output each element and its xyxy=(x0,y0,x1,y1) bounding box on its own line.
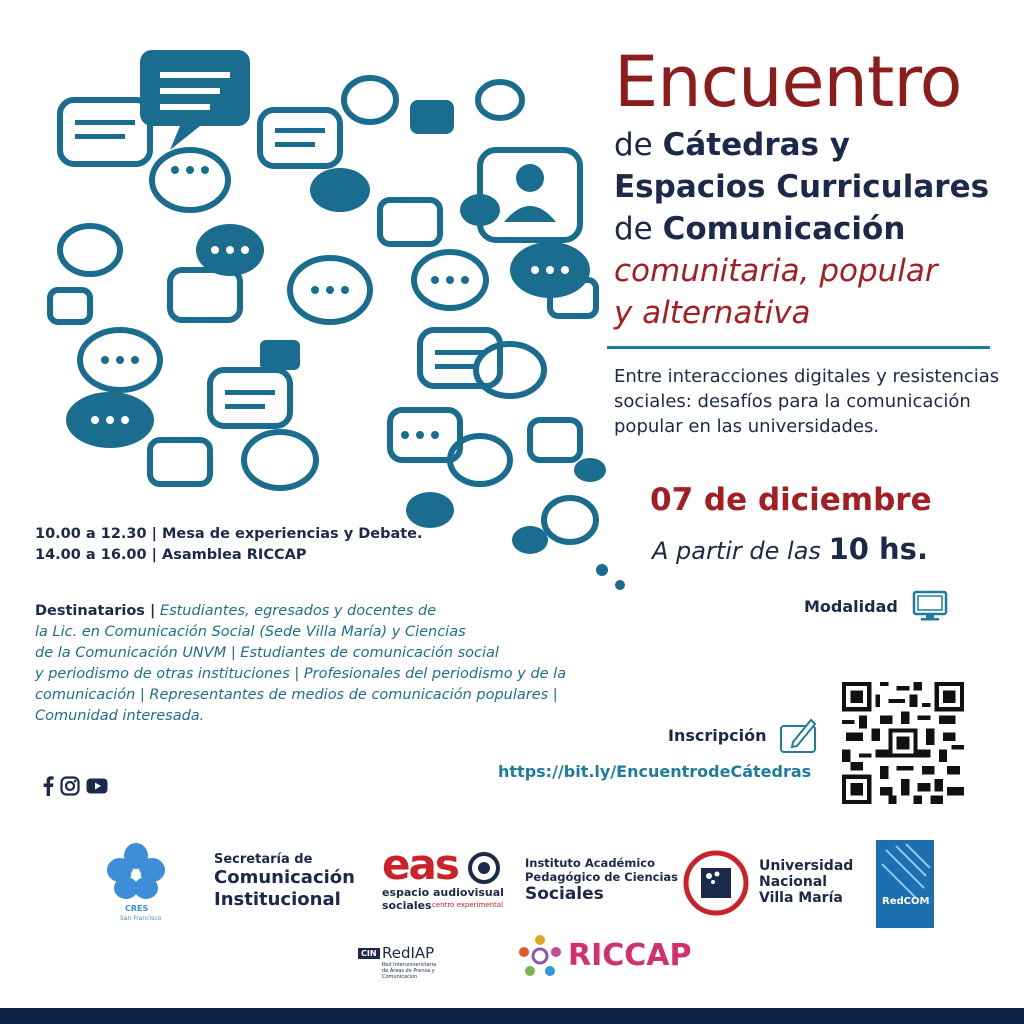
title-line-1-prefix: de xyxy=(614,127,663,163)
event-date: 07 de diciembre xyxy=(650,482,932,518)
schedule-item: 14.00 a 16.00 | Asamblea RICCAP xyxy=(35,547,307,563)
rediap-name: RedIAP xyxy=(382,944,435,962)
schedule-item: 10.00 a 12.30 | Mesa de experiencias y Debate. xyxy=(35,526,423,542)
event-title xyxy=(614,40,994,334)
title-line-1 xyxy=(614,124,994,166)
destinatarios-line: comunicación | Representantes de medios de comunicación populares | xyxy=(35,687,558,703)
title-line-2 xyxy=(614,166,994,208)
facebook-icon[interactable] xyxy=(42,776,54,796)
destinatarios-line: Comunidad interesada. xyxy=(35,708,205,724)
logo-eas xyxy=(382,840,504,916)
rediap-tag: CIN xyxy=(358,948,380,959)
speech-bubbles-illustration xyxy=(30,40,630,600)
instituto-line-2: Pedagógico de Ciencias xyxy=(525,870,679,884)
qr-code[interactable] xyxy=(842,682,964,804)
destinatarios-line: de la Comunicación UNVM | Estudiantes de comunicación social xyxy=(35,645,499,661)
title-main: Encuentro xyxy=(614,41,962,123)
cres-flower-icon xyxy=(100,842,172,902)
modalidad xyxy=(804,590,948,622)
riccap-emblem-icon xyxy=(518,934,562,978)
time-hour: 10 hs. xyxy=(828,532,928,566)
destinatarios-line: la Lic. en Comunicación Social (Sede Villa María) y Ciencias xyxy=(35,624,466,640)
logo-rediap xyxy=(358,944,468,984)
event-time xyxy=(652,532,928,566)
title-divider xyxy=(607,346,990,349)
logo-riccap xyxy=(518,934,698,982)
title-line-1-bold: Cátedras y xyxy=(662,127,850,163)
destinatarios xyxy=(35,601,605,727)
secretaria-line-3: Institucional xyxy=(214,889,341,910)
rediap-desc-2: de Áreas de Prensa y xyxy=(382,968,435,974)
logo-instituto xyxy=(525,856,678,904)
unvm-line-3: Villa María xyxy=(759,890,843,906)
title-line-5: y alternativa xyxy=(614,295,811,331)
eas-mark: eas xyxy=(382,840,458,889)
destinatarios-label: Destinatarios | xyxy=(35,603,156,619)
logo-secretaria xyxy=(214,852,355,911)
time-prefix: A partir de las xyxy=(652,537,829,565)
footer-bar xyxy=(0,1008,1024,1024)
eas-tag: centro experimental xyxy=(432,901,504,909)
riccap-name: RICCAP xyxy=(568,938,692,973)
unvm-emblem-icon xyxy=(683,850,749,916)
schedule xyxy=(35,524,423,566)
monitor-icon xyxy=(912,590,948,622)
social-links xyxy=(42,776,108,796)
secretaria-line-2: Comunicación xyxy=(214,867,355,888)
redcom-emblem-icon xyxy=(876,840,934,928)
destinatarios-line: y periodismo de otras instituciones | Profesionales del periodismo y de la xyxy=(35,666,567,682)
event-subtitle: Entre interacciones digitales y resistencias sociales: desafíos para la comunicación popular en las universidades. xyxy=(614,366,1000,437)
title-line-3-bold: Comunicación xyxy=(662,211,906,247)
title-line-2-bold: Espacios Curriculares xyxy=(614,169,990,205)
cres-name: CRES xyxy=(125,904,149,913)
title-line-4: comunitaria, popular xyxy=(614,253,938,289)
secretaria-line-1: Secretaría de xyxy=(214,852,313,867)
youtube-icon[interactable] xyxy=(86,778,108,794)
instituto-line-3: Sociales xyxy=(525,884,604,904)
cres-place: San Francisco xyxy=(120,915,162,922)
title-line-3-prefix: de xyxy=(614,211,663,247)
rediap-desc-1: Red Interuniversitaria xyxy=(382,962,437,968)
instagram-icon[interactable] xyxy=(60,776,80,796)
unvm-line-2: Nacional xyxy=(759,874,828,890)
destinatarios-line: Estudiantes, egresados y docentes de xyxy=(159,603,437,619)
eas-line-1: espacio audiovisual xyxy=(382,886,504,899)
logo-redcom xyxy=(876,840,934,928)
instituto-line-1: Instituto Académico xyxy=(525,856,655,870)
title-line-3 xyxy=(614,208,994,250)
unvm-line-1: Universidad xyxy=(759,858,854,874)
inscripcion-label: Inscripción xyxy=(668,725,767,745)
rediap-desc-3: Comunicación xyxy=(382,974,418,980)
inscripcion xyxy=(668,716,819,754)
registration-link[interactable]: https://bit.ly/EncuentrodeCátedras xyxy=(498,762,812,781)
logo-cres xyxy=(100,842,172,926)
eas-lens-icon xyxy=(468,852,500,884)
modalidad-label: Modalidad xyxy=(804,596,898,616)
redcom-name: RedCOM xyxy=(882,896,930,907)
eas-line-2: sociales xyxy=(382,899,432,912)
pencil-icon xyxy=(779,716,819,754)
logo-unvm xyxy=(683,850,853,918)
